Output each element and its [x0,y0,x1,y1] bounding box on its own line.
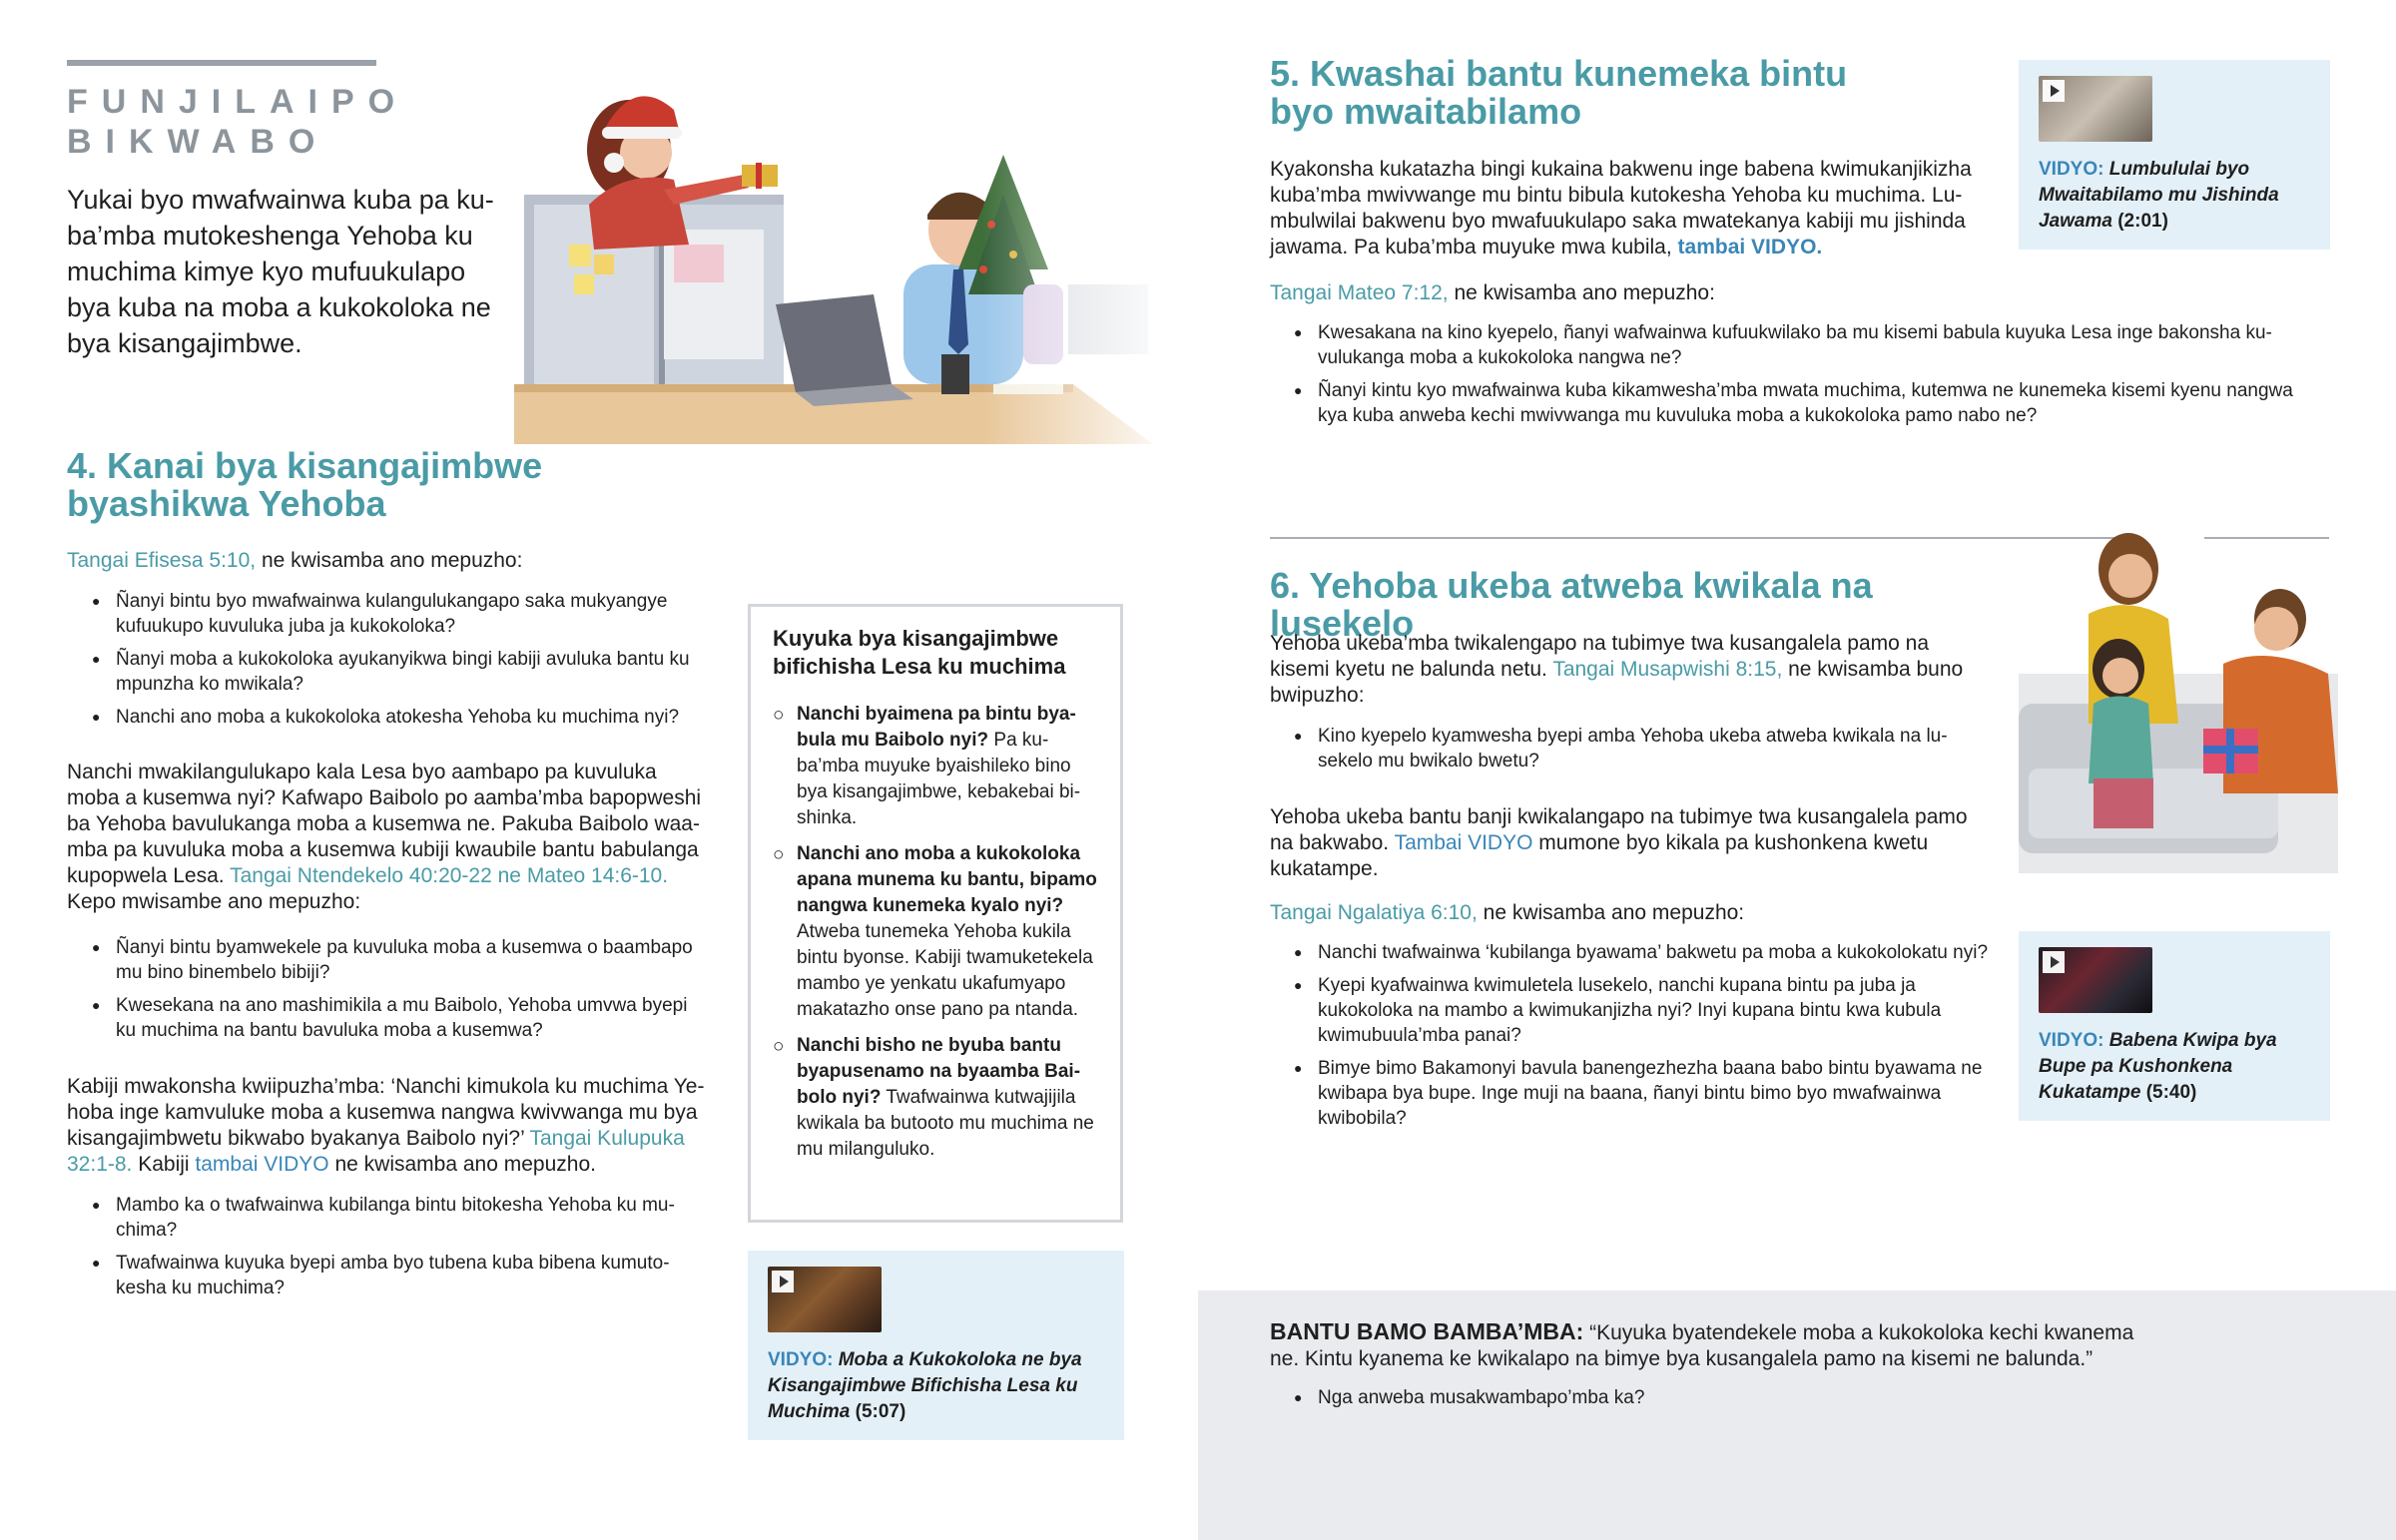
section5-video-link[interactable]: tambai VIDYO. [1677,236,1823,258]
sidebox-question: Nanchi byaimena pa bintu byabula mu Baibolo nyi? [797,704,1076,751]
sidebox-answer: Twafwainwa kutwajijila kwikala ba butooto mu muchima ne mu milanguluko. [797,1087,1094,1160]
section4-para2-end: Kepo mwisambe ano mepuzho: [67,890,361,913]
intro-text: Yukai byo mwafwainwa kuba pa kuba’mba mutokeshenga Yehoba ku muchima kimye kyo mufuukulapo bya kuba na moba a kukokoloka ne bya kisangajimbwe. [67,185,494,358]
section5-para-text: Kyakonsha kukatazha bingi kukaina bakwenu inge babena kwimukanjikizha kuba’mba mwivwange mu bintu bibula kutokesha Yehoba ku muchima. Lumbulwilai bakwenu byo mwafuukulapo saka mwatekanya kabiji mu jishinda jawama. Pa kuba’mba muyuke mwa kubila, [1270,158,1972,258]
family-illustration [2019,524,2338,873]
footer-quote-text: “Kuyuka byatendekele moba a kukokoloka kechi kwanema ne. Kintu kyanema ke kwikalapo na bimye bya kusangalela pamo na kisemi ne balunda.” [1270,1321,2134,1370]
section5-bullets [1294,320,2314,436]
list-item: ● Ñanyi bintu byamwekele pa kuvuluka moba a kusemwa o baambapo mu bino binembelo bibiji? [92,935,711,985]
video-card-1[interactable] [748,1251,1124,1440]
sidebox-list [773,702,1102,1173]
list-item: ● Bimye bimo Bakamonyi bavula banengezhezha baana babo bintu byawama ne kwibapa bya bupe. Inge muji na baana, ñanyi bintu bimo byo mwafwainwa kwibobila? [1294,1056,1993,1131]
list-item: ● Kyepi kyafwainwa kwimuletela lusekelo, nanchi kupana bintu pa juba ja kukokoloka na mambo a kwimukanjizha nyi? Inyi kupana bintu kwa kubula kwimubuula’mba panai? [1294,973,1993,1048]
section4-para3-text: Kabiji mwakonsha kwiipuzha’mba: ‘Nanchi kimukola ku muchima Yehoba inge kamvuluke moba a kusemwa nangwa kwivwanga mu bya kisangajimbwetu bikwabo byakanya Baibolo nyi?’ [67,1075,705,1150]
section6-para2 [1270,804,1989,882]
section4-heading: 4. Kanai bya kisangajimbwe byashikwa Yehoba [67,445,543,524]
list-item: ● Nanchi twafwainwa ‘kubilanga byawama’ bakwetu pa moba a kukokolokatu nyi? [1294,940,1993,965]
section4-para3-end: ne kwisamba ano mepuzho. [328,1153,596,1176]
section4-read-ref[interactable]: Tangai Efisesa 5:10, [67,549,257,572]
circle-bullet-icon: ○ [773,705,785,726]
section4-read-rest: ne kwisamba ano mepuzho: [256,549,523,572]
sidebox [748,604,1123,1223]
circle-bullet-icon: ○ [773,844,785,865]
sidebox-question: Nanchi ano moba a kukokoloka apana munema ku bantu, bipamo nangwa kunemeka kyalo nyi? [797,843,1097,916]
video-card-2[interactable] [2019,60,2330,250]
section6-para1-end: ne kwisamba buno bwipuzho: [1270,658,1964,707]
section4-read-line [67,548,706,574]
footer-bullets [1294,1385,2192,1418]
section4-para3 [67,1074,711,1178]
list-item: ● Mambo ka o twafwainwa kubilanga bintu bitokesha Yehoba ku muchima? [92,1193,711,1243]
section6-bullets2 [1294,940,1993,1139]
section6-para1 [1270,631,1989,709]
list-item: ● Twafwainwa kuyuka byepi amba byo tubena kuba bibena kumutokesha ku muchima? [92,1251,711,1300]
play-icon[interactable] [772,1271,794,1292]
video-caption [768,1347,1107,1425]
list-item [773,1033,1102,1163]
list-item: ● Kwesekana na ano mashimikila a mu Baibolo, Yehoba umvwa byepi ku muchima na bantu bavuluka moba a kusemwa? [92,993,711,1043]
section-title-line2: BIKWABO [67,123,329,161]
section4-para2-ref[interactable]: Tangai Ntendekelo 40:20-22 ne Mateo 14:6-10. [230,864,669,887]
video-title[interactable]: Lumbululai byo Mwaitabilamo mu Jishinda Jawama [2039,159,2279,232]
video-caption [2039,1028,2318,1106]
section4-para3-mid: Kabiji [132,1153,196,1176]
section6-read-line [1270,900,1989,926]
video-thumbnail[interactable] [2039,947,2152,1013]
play-icon[interactable] [2043,80,2065,102]
section4-bullets3 [92,1193,711,1308]
circle-bullet-icon: ○ [773,1036,785,1057]
video-title[interactable]: Moba a Kukokoloka ne bya Kisangajimbwe Bifichisha Lesa ku Muchima [768,1349,1082,1422]
section6-para2-end: mumone byo kikala pa kushonkena kwetu kukatampe. [1270,831,1929,880]
section4-video-link[interactable]: tambai VIDYO [195,1153,329,1176]
section6-para1-text: Yehoba ukeba’mba twikalengapo na tubimye twa kusangalela pamo na kisemi kyetu ne balunda netu. [1270,632,1930,681]
list-item: ● Ñanyi moba a kukokoloka ayukanyikwa bingi kabiji avuluka bantu ku mpunzha ko mwikala? [92,647,711,697]
video-label: VIDYO: [2039,1030,2104,1051]
video-thumbnail[interactable] [768,1267,882,1332]
section5-heading: 5. Kwashai bantu kunemeka bintu byo mwaitabilamo [1270,53,1848,132]
video-duration: (2:01) [2117,211,2168,232]
header-rule [67,60,376,66]
section4-bullets1 [92,589,711,738]
section6-bullets1 [1294,724,1993,781]
section6-read-rest: ne kwisamba ano mepuzho: [1477,901,1745,924]
section4-bullets2 [92,935,711,1051]
list-item: ● Kwesakana na kino kyepelo, ñanyi wafwainwa kufuukwilako ba mu kisemi babula kuyuka Lesa inge bakonsha kuvulukanga moba a kukokoloka nangwa ne? [1294,320,2314,370]
section6-read-ref[interactable]: Tangai Ngalatiya 6:10, [1270,901,1478,924]
section-title-line1: FUNJILAIPO [67,83,409,121]
video-duration: (5:07) [855,1401,906,1422]
office-illustration [514,55,1183,444]
sidebox-answer: Atweba tunemeka Yehoba kukila bintu byonse. Kabiji twamuketekela mambo ye yenkatu ukafumyapo makatazho onse pano pa ntanda. [797,921,1093,1020]
list-item: ● Kino kyepelo kyamwesha byepi amba Yehoba ukeba atweba kwikala na lusekelo mu bwikalo bwetu? [1294,724,1993,773]
section6-heading: 6. Yehoba ukeba atweba kwikala na lusekelo [1270,565,1873,644]
section5-read-ref[interactable]: Tangai Mateo 7:12, [1270,281,1449,304]
list-item: ● Nga anweba musakwambapo’mba ka? [1294,1385,2192,1410]
video-thumbnail[interactable] [2039,76,2152,142]
list-item: ● Ñanyi bintu byo mwafwainwa kulangulukangapo saka mukyangye kufuukupo kuvuluka juba ja kukokoloka? [92,589,711,639]
video-label: VIDYO: [2039,159,2104,180]
section6-para2-text: Yehoba ukeba bantu banji kwikalangapo na tubimye twa kusangalela pamo na bakwabo. [1270,805,1968,854]
section4-para2 [67,760,711,915]
section5-read-line [1270,280,2168,306]
list-item [773,702,1102,831]
section5-para [1270,157,1979,260]
video-card-3[interactable] [2019,931,2330,1121]
section-title [67,82,408,162]
sidebox-answer: Pa kuba’mba muyuke byaishileko bino bya kisangajimbwe, kebakebai bishinka. [797,730,1081,828]
video-duration: (5:40) [2145,1082,2197,1103]
footer-quote [1270,1318,2168,1372]
section4-para2-text: Nanchi mwakilangulukapo kala Lesa byo aambapo pa kuvuluka moba a kusemwa nyi? Kafwapo Baibolo po aamba’mba bapopweshi ba Yehoba bavulukanga moba a kusemwa ne. Pakuba Baibolo waamba pa kuvuluka moba a kusemwa kubiji kwaubile bantu babulanga kupopwela Lesa. [67,761,702,887]
footer-panel [1198,1290,2396,1540]
sidebox-title: Kuyuka bya kisangajimbwe bifichisha Lesa ku muchima [773,626,1066,679]
section6-video-link[interactable]: Tambai VIDYO [1394,831,1533,854]
video-title[interactable]: Babena Kwipa bya Bupe pa Kushonkena Kukatampe [2039,1030,2277,1103]
section5-read-rest: ne kwisamba ano mepuzho: [1448,281,1715,304]
section6-para1-ref[interactable]: Tangai Musapwishi 8:15, [1552,658,1783,681]
list-item: ● Nanchi ano moba a kukokoloka atokesha Yehoba ku muchima nyi? [92,705,711,730]
list-item [773,841,1102,1023]
sidebox-question: Nanchi bisho ne byuba bantu byapusenamo na byaamba Baibolo nyi? [797,1035,1081,1108]
video-caption [2039,157,2318,235]
list-item: ● Ñanyi kintu kyo mwafwainwa kuba kikamwesha’mba mwata muchima, kutemwa ne kunemeka kisemi kyenu nangwa kya kuba anweba kechi mwivwanga mu kuvuluka moba a kukokoloka pamo nabo ne? [1294,378,2314,428]
section4-para3-ref[interactable]: Tangai Kulupuka 32:1-8. [67,1127,685,1176]
play-icon[interactable] [2043,951,2065,973]
footer-label: BANTU BAMO BAMBA’MBA: [1270,1318,1584,1344]
video-label: VIDYO: [768,1349,834,1370]
section-divider [1270,537,2114,539]
